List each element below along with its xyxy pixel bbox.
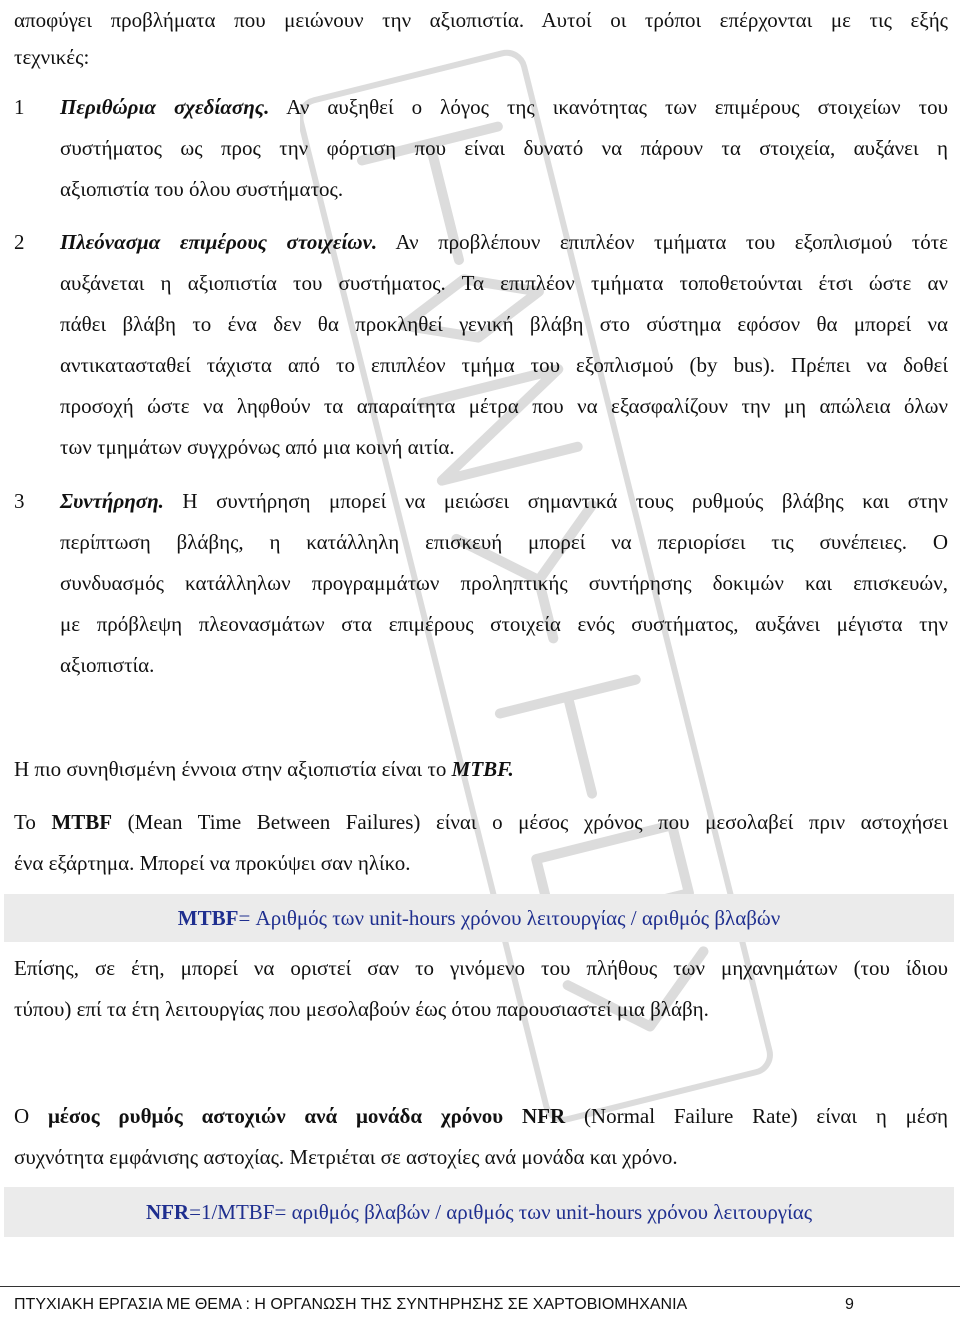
- list-item-title: Συντήρηση.: [60, 489, 164, 513]
- list-item-title: Πλεόνασμα επιμέρους στοιχείων.: [60, 230, 378, 254]
- list-item-text: συστήματος ως προς την φόρτιση που είναι δυνατό να πάρουν τα στοιχεία, αυξάνει η: [60, 136, 948, 160]
- list-item-text: με πρόβλεψη πλεονασμάτων στα επιμέρους στοιχεία ενός συστήματος, αυξάνει μέγιστα την: [60, 612, 948, 636]
- list-item-text: Η συντήρηση μπορεί να μειώσει σημαντικά τους ρυθμούς βλάβης και στην: [163, 489, 948, 513]
- list-item-text: αξιοπιστία του όλου συστήματος.: [60, 177, 344, 201]
- list-item-text: αυξάνεται η αξιοπιστία του συστήματος. Τα επιπλέον τμήματα τοποθετούνται έτσι ώστε αν: [60, 271, 948, 295]
- nfr-definition: [14, 1096, 948, 1178]
- nfr-def-text: (Normal Failure Rate) είναι η μέση: [565, 1104, 948, 1128]
- nfr-def-text: Ο: [14, 1104, 48, 1128]
- mtbf-term: MTBF: [51, 810, 113, 834]
- footer-title: ΠΤΥΧΙΑΚΗ ΕΡΓΑΣΙΑ ΜΕ ΘΕΜΑ : Η ΟΡΓΑΝΩΣΗ ΤΗΣ ΣΥΝΤΗΡΗΣΗΣ ΣΕ ΧΑΡΤΟΒΙΟΜΗΧΑΝΙΑ: [14, 1296, 688, 1313]
- intro-line: αποφύγει προβλήματα που μειώνουν την αξιοπιστία. Αυτοί οι τρόποι επέρχονται με τις εξής: [14, 8, 948, 32]
- mtbf-formula-box: [4, 894, 954, 942]
- list-item-text: Αν προβλέπουν επιπλέον τμήματα του εξοπλισμού τότε: [377, 230, 948, 254]
- list-item-text: συνδυασμός κατάλληλων προγραμμάτων προληπτικής συντήρησης δοκιμών και επισκευών,: [60, 571, 948, 595]
- list-number: 3: [14, 489, 25, 513]
- mtbf-def-text: ένα εξάρτημα. Μπορεί να προκύψει σαν ηλίκο.: [14, 851, 411, 875]
- formula-text: =1/MTBF= αριθμός βλαβών / αριθμός των unit-hours χρόνου λειτουργίας: [189, 1200, 813, 1224]
- mtbf-intro: [14, 749, 948, 790]
- formula-term: NFR: [145, 1200, 190, 1224]
- list-item-title: Περιθώρια σχεδίασης.: [60, 95, 270, 119]
- list-item-text: πάθει βλάβη το ένα δεν θα προκληθεί γενική βλάβη στο σύστημα εφόσον θα μπορεί να: [60, 312, 948, 336]
- also-text: Επίσης, σε έτη, μπορεί να οριστεί σαν το γινόμενο του πλήθους των μηχανημάτων (του ίδιου: [14, 956, 948, 980]
- list-item-redundancy: [60, 222, 948, 468]
- nfr-term: NFR: [521, 1104, 566, 1128]
- page-number: 9: [845, 1296, 854, 1313]
- formula-term: MTBF: [177, 906, 239, 930]
- list-item-design-margins: [60, 87, 948, 210]
- also-paragraph: [14, 948, 948, 1030]
- mtbf-definition: [14, 802, 948, 884]
- list-number: 1: [14, 95, 25, 119]
- mtbf-def-text: (Mean Time Between Failures) είναι ο μέσος χρόνος που μεσολαβεί πριν αστοχήσει: [112, 810, 948, 834]
- list-item-text: προσοχή ώστε να ληφθούν τα απαραίτητα μέτρα που να εξασφαλίζουν την μη απώλεια όλων: [60, 394, 948, 418]
- nfr-term-words: μέσος ρυθμός αστοχιών ανά μονάδα χρόνου: [47, 1104, 504, 1128]
- mtbf-term: MTBF.: [451, 757, 514, 781]
- footer-rule: [0, 1286, 960, 1287]
- mtbf-def-text: Το: [14, 810, 52, 834]
- list-item-text: αντικατασταθεί τάχιστα από το επιπλέον τμήμα του εξοπλισμού (by bus). Πρέπει να δοθεί: [60, 353, 948, 377]
- list-item-maintenance: [60, 481, 948, 686]
- list-item-text: αξιοπιστία.: [60, 653, 155, 677]
- mtbf-intro-text: Η πιο συνηθισμένη έννοια στην αξιοπιστία είναι το: [14, 757, 452, 781]
- list-item-text: Αν αυξηθεί ο λόγος της ικανότητας των επιμέρους στοιχείων του: [269, 95, 948, 119]
- intro-line: τεχνικές:: [14, 45, 90, 69]
- nfr-def-text: συχνότητα εμφάνισης αστοχίας. Μετριέται σε αστοχίες ανά μονάδα και χρόνο.: [14, 1145, 678, 1169]
- formula-text: = Αριθμός των unit-hours χρόνου λειτουργίας / αριθμός βλαβών: [238, 906, 781, 930]
- nfr-formula-box: [4, 1187, 954, 1237]
- list-item-text: των τμημάτων συγχρόνως από μια κοινή αιτία.: [60, 435, 455, 459]
- list-item-text: περίπτωση βλάβης, η κατάλληλη επισκευή μπορεί να περιορίσει τις συνέπειες. Ο: [60, 530, 948, 554]
- also-text: τύπου) επί τα έτη λειτουργίας που μεσολαβούν έως ότου παρουσιαστεί μια βλάβη.: [14, 997, 709, 1021]
- intro-paragraph: [14, 0, 948, 78]
- list-number: 2: [14, 230, 25, 254]
